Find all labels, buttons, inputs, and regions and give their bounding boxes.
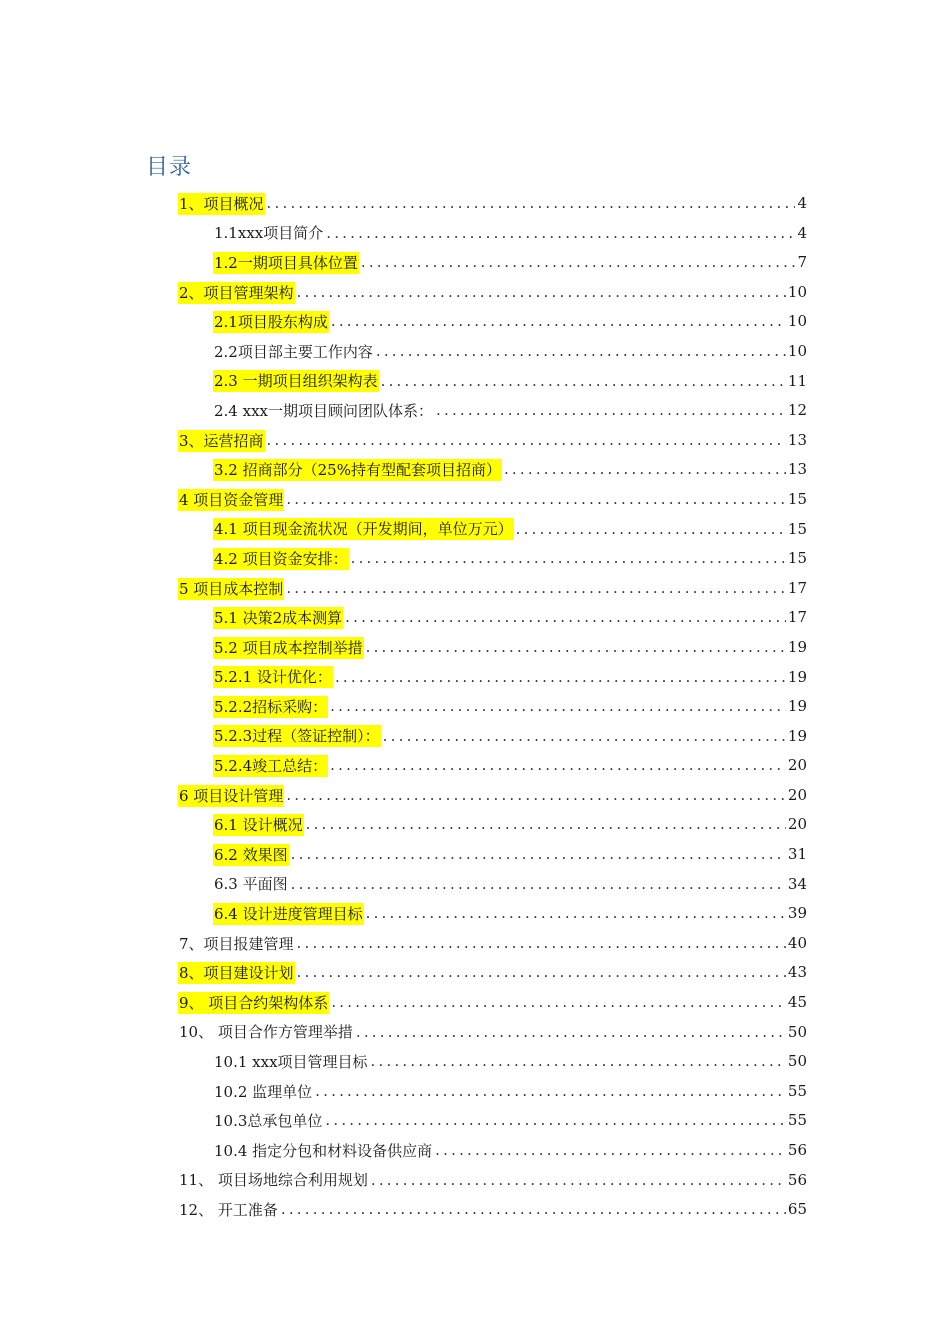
- toc-page-number: 20: [787, 756, 807, 775]
- toc-page-number: 10: [787, 341, 807, 360]
- toc-dot-leader: [267, 189, 796, 219]
- toc-entry[interactable]: [0, 1047, 950, 1077]
- toc-dot-leader: [356, 1018, 786, 1048]
- toc-page-number: 15: [787, 489, 807, 508]
- toc-dot-leader: [291, 870, 786, 900]
- toc-entry-title: 6.1 设计概况: [214, 816, 303, 835]
- toc-dot-leader: [306, 810, 786, 840]
- toc-entry[interactable]: [0, 988, 950, 1018]
- toc-entry-title: 4 项目资金管理: [179, 490, 284, 509]
- toc-entry-title: 5.2.1 设计优化：: [214, 668, 332, 687]
- toc-page-number: 45: [787, 993, 807, 1012]
- toc-page-number: 19: [787, 667, 807, 686]
- toc-page-number: 15: [787, 549, 807, 568]
- toc-dot-leader: [383, 722, 786, 752]
- toc-entry-title: 5.2.2招标采购：: [214, 697, 328, 716]
- toc-entry-title: 5.2.4竣工总结：: [214, 757, 328, 776]
- toc-entry-title: 10.2 监理单位: [214, 1082, 313, 1101]
- toc-dot-leader: [330, 692, 786, 722]
- toc-entry[interactable]: [0, 1195, 950, 1225]
- toc-dot-leader: [351, 544, 786, 574]
- toc-page-number: 65: [787, 1200, 807, 1219]
- toc-entry-title: 3、运营招商: [179, 431, 264, 450]
- toc-entry-title: 2.2项目部主要工作内容: [214, 342, 373, 361]
- toc-entry-title: 2、项目管理架构: [179, 283, 294, 302]
- toc-entry-title: 2.1项目股东构成: [214, 313, 328, 332]
- toc-entry[interactable]: [0, 396, 950, 426]
- toc-dot-leader: [330, 751, 786, 781]
- toc-entry-title: 6.4 设计进度管理目标: [214, 905, 363, 924]
- toc-page-number: 19: [787, 637, 807, 656]
- toc-page-number: 39: [787, 904, 807, 923]
- toc-dot-leader: [297, 929, 786, 959]
- toc-entry[interactable]: [0, 633, 950, 663]
- toc-entry[interactable]: [0, 367, 950, 397]
- toc-dot-leader: [504, 455, 786, 485]
- toc-entry-title: 1.2一期项目具体位置: [214, 253, 358, 272]
- toc-entry-title: 6.3 平面图: [214, 875, 288, 894]
- toc-page-number: 55: [787, 1081, 807, 1100]
- toc-entry-title: 7、项目报建管理: [179, 934, 294, 953]
- toc-dot-leader: [381, 367, 786, 397]
- toc-page-number: 31: [787, 845, 807, 864]
- toc-page-number: 19: [787, 726, 807, 745]
- toc-dot-leader: [516, 515, 786, 545]
- toc-page-number: 19: [787, 697, 807, 716]
- toc-entry-title: 11、 项目场地综合利用规划: [179, 1171, 368, 1190]
- toc-page-number: 13: [787, 430, 807, 449]
- toc-entry[interactable]: [0, 278, 950, 308]
- toc-entry-title: 10.3总承包单位: [214, 1112, 323, 1131]
- toc-entry[interactable]: [0, 810, 950, 840]
- toc-entry[interactable]: [0, 574, 950, 604]
- toc-entry[interactable]: [0, 337, 950, 367]
- toc-entry[interactable]: [0, 248, 950, 278]
- toc-dot-leader: [366, 899, 786, 929]
- toc-entry[interactable]: [0, 1106, 950, 1136]
- toc-page-number: 10: [787, 312, 807, 331]
- toc-page-number: 56: [787, 1141, 807, 1159]
- toc-entry[interactable]: [0, 1077, 950, 1107]
- toc-page-number: 50: [787, 1052, 807, 1071]
- toc-dot-leader: [361, 248, 796, 278]
- toc-entry[interactable]: [0, 781, 950, 811]
- toc-entry-title: 10、 项目合作方管理举措: [179, 1023, 353, 1042]
- toc-page-number: 20: [787, 785, 807, 804]
- toc-entry-title: 6.2 效果图: [214, 845, 288, 864]
- toc-entry[interactable]: [0, 426, 950, 456]
- toc-entry[interactable]: [0, 722, 950, 752]
- toc-page-number: 17: [787, 608, 807, 627]
- toc-page-number: 20: [787, 815, 807, 834]
- toc-page-number: 13: [787, 460, 807, 479]
- toc-entry[interactable]: [0, 958, 950, 988]
- toc-entry[interactable]: [0, 840, 950, 870]
- toc-entry[interactable]: [0, 1136, 950, 1166]
- toc-entry[interactable]: [0, 751, 950, 781]
- toc-page-number: 12: [787, 401, 807, 420]
- toc-dot-leader: [366, 633, 786, 663]
- toc-page-number: 4: [797, 223, 807, 242]
- toc-dot-leader: [286, 485, 786, 515]
- toc-page-number: 11: [787, 371, 807, 390]
- toc-entry-title: 9、 项目合约架构体系: [179, 993, 329, 1012]
- toc-page-number: 56: [787, 1170, 807, 1189]
- toc-entry[interactable]: [0, 1166, 950, 1196]
- toc-entry[interactable]: [0, 219, 950, 249]
- toc-dot-leader: [315, 1077, 786, 1107]
- toc-entry-title: 1.1xxx项目简介: [214, 224, 324, 243]
- toc-dot-leader: [371, 1166, 786, 1196]
- toc-dot-leader: [335, 663, 786, 693]
- toc-entry[interactable]: [0, 603, 950, 633]
- toc-page-number: 15: [787, 519, 807, 538]
- toc-entry[interactable]: [0, 455, 950, 485]
- toc-entry[interactable]: [0, 899, 950, 929]
- toc-entry-title: 5 项目成本控制: [179, 579, 284, 598]
- toc-dot-leader: [286, 574, 786, 604]
- toc-entry[interactable]: [0, 929, 950, 959]
- toc-entry[interactable]: [0, 307, 950, 337]
- toc-dot-leader: [331, 307, 786, 337]
- toc-dot-leader: [376, 337, 786, 367]
- toc-page-number: 43: [787, 963, 807, 982]
- toc-dot-leader: [325, 1106, 786, 1136]
- toc-page-number: 10: [787, 282, 807, 301]
- toc-title: 目录: [146, 155, 193, 180]
- toc-dot-leader: [267, 426, 786, 456]
- toc-page-number: 55: [787, 1111, 807, 1130]
- toc-entry-title: 3.2 招商部分（25%持有型配套项目招商）: [214, 461, 501, 480]
- toc-dot-leader: [435, 1136, 786, 1166]
- toc-dot-leader: [371, 1047, 786, 1077]
- toc-entry[interactable]: [0, 515, 950, 545]
- toc-entry[interactable]: [0, 189, 950, 219]
- toc-entry-title: 5.1 决策2成本测算: [214, 609, 343, 628]
- toc-page-number: 7: [797, 253, 807, 272]
- toc-dot-leader: [436, 396, 786, 426]
- toc-entry[interactable]: [0, 1018, 950, 1048]
- toc-entry-title: 6 项目设计管理: [179, 786, 284, 805]
- table-of-contents: [0, 189, 950, 1225]
- toc-entry-title: 12、 开工准备: [179, 1200, 278, 1219]
- toc-dot-leader: [281, 1195, 786, 1225]
- toc-entry[interactable]: [0, 692, 950, 722]
- toc-dot-leader: [291, 840, 786, 870]
- toc-entry-title: 10.1 xxx项目管理目标: [214, 1053, 368, 1072]
- toc-entry[interactable]: [0, 663, 950, 693]
- toc-entry-title: 4.1 项目现金流状况（开发期间，单位万元）: [214, 520, 513, 539]
- toc-dot-leader: [297, 958, 786, 988]
- toc-dot-leader: [326, 219, 795, 249]
- toc-entry-title: 2.4 xxx一期项目顾问团队体系：: [214, 401, 434, 420]
- toc-page-number: 34: [787, 874, 807, 893]
- toc-dot-leader: [297, 278, 786, 308]
- toc-page-number: 17: [787, 578, 807, 597]
- toc-page-number: 40: [787, 933, 807, 952]
- toc-entry-title: 5.2 项目成本控制举措: [214, 638, 363, 657]
- toc-entry-title: 4.2 项目资金安排：: [214, 549, 348, 568]
- toc-entry-title: 5.2.3过程（签证控制）：: [214, 727, 380, 746]
- toc-page-number: 4: [797, 194, 807, 212]
- toc-entry-title: 8、项目建设计划: [179, 964, 294, 983]
- toc-entry-title: 1、项目概况: [179, 194, 264, 213]
- toc-dot-leader: [331, 988, 786, 1018]
- toc-entry-title: 2.3 一期项目组织架构表: [214, 372, 378, 391]
- toc-page-number: 50: [787, 1022, 807, 1041]
- toc-dot-leader: [345, 603, 786, 633]
- toc-entry[interactable]: [0, 544, 950, 574]
- toc-entry-title: 10.4 指定分包和材料设备供应商: [214, 1141, 433, 1160]
- toc-dot-leader: [286, 781, 786, 811]
- toc-entry[interactable]: [0, 870, 950, 900]
- toc-entry[interactable]: [0, 485, 950, 515]
